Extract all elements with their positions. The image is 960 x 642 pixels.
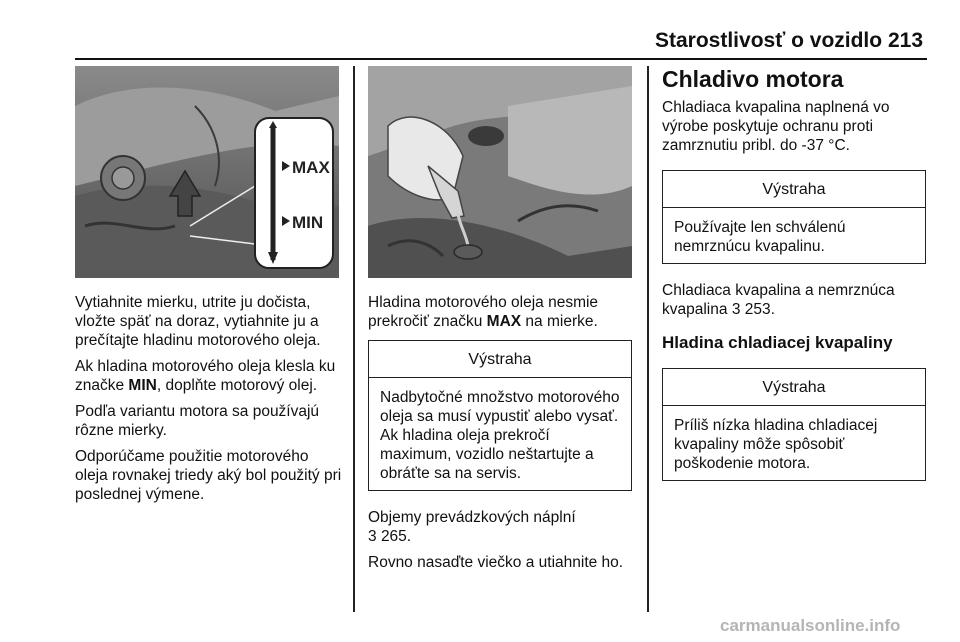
column-2 bbox=[368, 293, 634, 579]
min-refill-text-end: , doplňte motorový olej. bbox=[156, 377, 318, 394]
section-title-coolant: Chladivo motora bbox=[662, 66, 844, 92]
header-title: Starostlivosť o vozidlo bbox=[655, 29, 883, 52]
max-level-text-end: na mierke. bbox=[521, 313, 598, 330]
page-number: 213 bbox=[888, 29, 924, 52]
column-1 bbox=[75, 293, 345, 511]
page-reference-icon: 3 bbox=[731, 301, 741, 318]
coolant-reference-text: Chladiaca kvapalina a nemrznúca kvapalina bbox=[662, 282, 895, 318]
oil-filling-illustration bbox=[368, 66, 632, 278]
max-level-text: Hladina motorového oleja nesmie prekročiť značku bbox=[368, 294, 599, 330]
max-mark-text: MAX bbox=[486, 313, 522, 330]
column-divider-2 bbox=[647, 66, 649, 612]
max-level-paragraph bbox=[368, 293, 634, 331]
header-rule bbox=[75, 58, 927, 60]
min-mark-text: MIN bbox=[128, 377, 157, 394]
oil-grade-paragraph: Odporúčame použitie motorového oleja rovnakej triedy aký bol použitý pri poslednej výmene. bbox=[75, 448, 342, 503]
cap-instruction: Rovno nasaďte viečko a utiahnite ho. bbox=[368, 554, 624, 571]
page-header bbox=[0, 0, 960, 60]
warning-body: Nadbytočné množstvo motorového oleja sa musí vypustiť alebo vysať. Ak hladina oleja prekročí maximum, vozidlo neštartujte a obráťte sa na servis. bbox=[380, 389, 620, 482]
dipstick-variant-paragraph: Podľa variantu motora sa používajú rôzne mierky. bbox=[75, 403, 320, 439]
warning-box-antifreeze bbox=[662, 170, 926, 264]
fluid-capacity-text: Objemy prevádzkových náplní bbox=[368, 509, 576, 526]
fluid-capacity-reference bbox=[368, 508, 634, 546]
page-reference-link[interactable]: 265. bbox=[380, 528, 412, 545]
column-divider-1 bbox=[353, 66, 355, 612]
warning-body: Používajte len schválenú nemrznúcu kvapalinu. bbox=[674, 219, 846, 255]
subheading-coolant-level: Hladina chladiacej kvapaliny bbox=[662, 333, 893, 352]
column-3 bbox=[662, 66, 928, 481]
max-mark-label: MAX bbox=[292, 158, 330, 177]
min-refill-text: Ak hladina motorového oleja klesla ku značke bbox=[75, 358, 336, 394]
warning-title: Výstraha bbox=[663, 369, 925, 406]
coolant-intro: Chladiaca kvapalina naplnená vo výrobe poskytuje ochranu proti zamrznutiu pribl. do -37 °C. bbox=[662, 99, 890, 154]
warning-title: Výstraha bbox=[369, 341, 631, 378]
warning-title: Výstraha bbox=[663, 171, 925, 208]
warning-body: Príliš nízka hladina chladiacej kvapaliny môže spôsobiť poškodenie motora. bbox=[674, 417, 878, 472]
dipstick-illustration bbox=[75, 66, 339, 278]
oil-filling-drawing bbox=[368, 66, 632, 278]
warning-box-overfill bbox=[368, 340, 632, 491]
dipstick-instruction: Vytiahnite mierku, utrite ju dočista, vložte späť na doraz, vytiahnite ju a prečítajte hladinu motorového oleja. bbox=[75, 294, 321, 349]
page-reference-link[interactable]: 253. bbox=[744, 301, 775, 318]
warning-box-low-coolant bbox=[662, 368, 926, 481]
engine-dipstick-drawing bbox=[75, 66, 339, 278]
min-refill-paragraph bbox=[75, 357, 345, 395]
watermark: carmanualsonline.info bbox=[720, 616, 901, 635]
coolant-reference bbox=[662, 281, 928, 319]
page-reference-icon: 3 bbox=[368, 528, 377, 545]
min-mark-label: MIN bbox=[292, 213, 324, 232]
